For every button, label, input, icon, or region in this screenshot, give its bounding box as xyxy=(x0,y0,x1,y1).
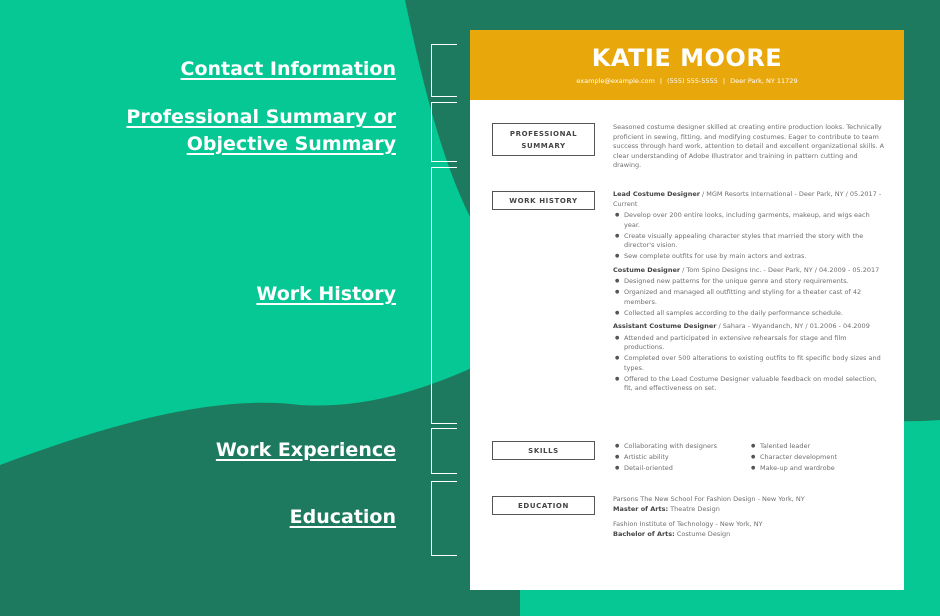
contact-separator: | xyxy=(659,77,663,85)
summary-heading-line1: PROFESSIONAL xyxy=(509,129,578,138)
degree-label: Bachelor of Arts: xyxy=(613,529,675,538)
degree-name: Costume Design xyxy=(676,529,731,538)
job-title: Assistant Costume Designer xyxy=(613,322,717,330)
education-school: Fashion Institute of Technology - New York, NY xyxy=(613,520,763,528)
job-bullet: ● Designed new patterns for the unique genre and story requirements. xyxy=(613,277,885,287)
work-experience-link[interactable]: Work Experience xyxy=(215,439,396,461)
contact-separator: | xyxy=(722,77,726,85)
job-bullet: ● Sew complete outfits for use by main actors and extras. xyxy=(613,252,885,262)
education-content xyxy=(613,495,885,545)
work-experience-bracket xyxy=(431,428,457,474)
job-bullets xyxy=(613,277,885,318)
education-bracket xyxy=(431,481,457,556)
work-history-heading-box: WORK HISTORY xyxy=(492,191,595,210)
job-bullet: ● Create visually appealing character styles that married the story with the director's vision. xyxy=(613,232,885,251)
education-degree-line xyxy=(613,530,885,540)
education-link[interactable]: Education xyxy=(289,506,396,528)
contact-bracket xyxy=(431,44,457,97)
resume-name: KATIE MOORE xyxy=(591,44,783,72)
job-details: / Sahara - Wyandanch, NY / 01.2006 - 04.2009 xyxy=(718,322,870,330)
skill-item: ● Talented leader xyxy=(749,442,885,452)
objective-summary-link[interactable]: Objective Summary xyxy=(186,133,396,155)
education-entry xyxy=(613,520,885,539)
education-entry xyxy=(613,495,885,514)
summary-text: Seasoned costume designer skilled at creating entire production looks. Technically proficient in sewing, fitting, and modifying costumes. Eager to contribute to team success through hard work, attention to detail and excellent organizational skills. A clear understanding of Adobe Illustrator and training in pattern cutting and drawing. xyxy=(613,123,885,169)
contact-location: Deer Park, NY 11729 xyxy=(730,77,798,85)
job-bullets xyxy=(613,211,885,262)
skill-item: ● Make-up and wardrobe xyxy=(749,464,885,474)
skills-heading-box: SKILLS xyxy=(492,441,595,460)
job-entry xyxy=(613,322,885,394)
resume-header xyxy=(470,30,904,100)
job-bullet: ● Attended and participated in extensive rehearsals for stage and film productions. xyxy=(613,334,885,353)
job-bullet: ● Develop over 200 entire looks, including garments, makeup, and wigs each year. xyxy=(613,211,885,230)
job-bullet: ● Organized and managed all outfitting and styling for a theater cast of 42 members. xyxy=(613,288,885,307)
job-title: Costume Designer xyxy=(613,265,681,274)
job-bullets xyxy=(613,334,885,394)
summary-heading-box xyxy=(492,123,595,156)
summary-heading-line2: SUMMARY xyxy=(521,141,566,150)
job-entry xyxy=(613,190,885,262)
resume-page xyxy=(470,30,904,590)
job-entry xyxy=(613,266,885,319)
contact-phone: (555) 555-5555 xyxy=(667,77,718,85)
summary-bracket xyxy=(431,102,457,162)
job-details: / Tom Spino Designs Inc. - Deer Park, NY / 04.2009 - 05.2017 xyxy=(682,265,880,274)
work-history-content xyxy=(613,190,885,398)
contact-information-link[interactable]: Contact Information xyxy=(180,58,396,80)
work-history-link[interactable]: Work History xyxy=(256,283,396,305)
skill-item: ● Artistic ability xyxy=(613,453,749,463)
job-header xyxy=(613,190,885,209)
professional-summary-link[interactable]: Professional Summary or xyxy=(126,106,396,128)
skill-item: ● Collaborating with designers xyxy=(613,442,749,452)
job-details: / MGM Resorts International - Deer Park, NY / 05.2017 - Current xyxy=(613,190,882,208)
skills-column xyxy=(749,442,885,475)
education-heading-box: EDUCATION xyxy=(492,496,595,515)
skill-item: ● Character development xyxy=(749,453,885,463)
job-header xyxy=(613,322,885,332)
work-history-bracket xyxy=(431,167,457,424)
skill-item: ● Detail-oriented xyxy=(613,464,749,474)
education-school: Parsons The New School For Fashion Design - New York, NY xyxy=(613,495,805,503)
degree-label: Master of Arts: xyxy=(613,504,669,513)
job-title: Lead Costume Designer xyxy=(613,190,700,198)
skills-content xyxy=(613,440,885,475)
contact-email: example@example.com xyxy=(576,77,655,85)
resume-contact-line xyxy=(470,76,904,86)
education-degree-line xyxy=(613,505,885,515)
job-bullet: ● Offered to the Lead Costume Designer valuable feedback on model selection, fit, and effectiveness on set. xyxy=(613,375,885,394)
job-header xyxy=(613,266,885,276)
job-bullet: ● Collected all samples according to the daily performance schedule. xyxy=(613,309,885,319)
job-bullet: ● Completed over 500 alterations to existing outfits to fit specific body sizes and types. xyxy=(613,354,885,373)
skills-column xyxy=(613,442,749,475)
degree-name: Theatre Design xyxy=(670,504,720,513)
